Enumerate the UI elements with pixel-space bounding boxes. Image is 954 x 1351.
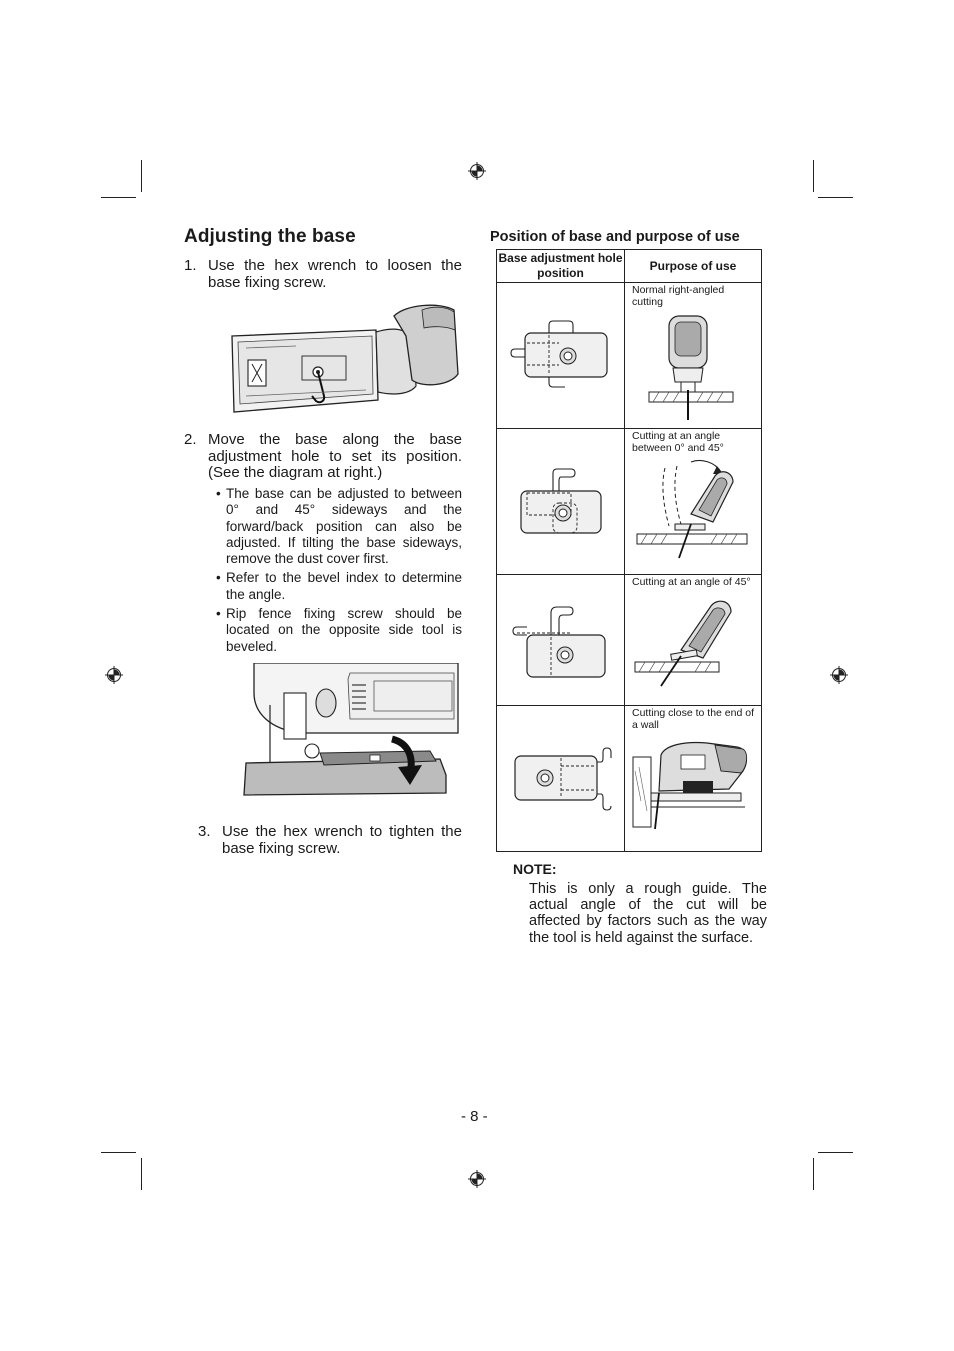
step-text: Use the hex wrench to tighten the base fixing screw. — [222, 823, 462, 857]
purpose-text: Cutting at an angle between 0° and 45° — [632, 430, 724, 454]
column-header: Base adjustment hole position — [497, 250, 625, 283]
purpose-cell — [625, 575, 762, 706]
purpose-text: Normal right-angled cutting — [632, 284, 725, 308]
step-number: 1. — [184, 257, 197, 274]
purpose-text: Cutting close to the end of a wall — [632, 707, 754, 731]
section-title: Adjusting the base — [184, 226, 356, 247]
step-text: Move the base along the base adjustment hole to set its position. (See the diagram at right.) — [208, 431, 462, 481]
list-item: • The base can be adjusted to between 0° and 45° sideways and the forward/back position can also be adjusted. If tilting the base sideways, remove the dust cover first. — [216, 486, 462, 567]
figure-move-base — [240, 663, 460, 797]
registration-mark-icon — [105, 666, 123, 684]
cutting-illustration — [625, 308, 761, 426]
list-item: • Refer to the bevel index to determine the angle. — [216, 570, 462, 603]
list-item: • Rip fence fixing screw should be located on the opposite side tool is beveled. — [216, 606, 462, 655]
hole-position-cell — [497, 283, 625, 429]
purpose-cell — [625, 429, 762, 575]
purpose-cell — [625, 706, 762, 852]
cutting-illustration — [625, 454, 761, 572]
registration-mark-icon — [468, 162, 486, 180]
base-plate-diagram — [497, 429, 624, 574]
step-2 — [184, 431, 462, 482]
step-1 — [184, 257, 462, 291]
hole-position-cell — [497, 706, 625, 852]
registration-mark-icon — [468, 1170, 486, 1188]
table-header-row — [497, 250, 762, 283]
step-number: 2. — [184, 431, 197, 448]
base-plate-diagram — [497, 283, 624, 428]
step-number: 3. — [198, 823, 211, 840]
purpose-cell — [625, 283, 762, 429]
column-header: Purpose of use — [625, 250, 762, 283]
cutting-illustration — [625, 588, 761, 692]
bullet-list — [216, 486, 462, 658]
hole-position-cell — [497, 429, 625, 575]
note-text: This is only a rough guide. The actual angle of the cut will be affected by factors such as the way the tool is held against the surface. — [529, 881, 767, 946]
cutting-illustration — [625, 731, 761, 849]
note-heading: NOTE: — [513, 861, 557, 877]
hole-position-cell — [497, 575, 625, 706]
step-text: Use the hex wrench to loosen the base fixing screw. — [208, 257, 462, 291]
step-3 — [198, 823, 462, 857]
base-plate-diagram — [497, 706, 624, 851]
position-table — [496, 249, 762, 852]
table-title: Position of base and purpose of use — [490, 229, 740, 245]
table-row — [497, 706, 762, 852]
registration-mark-icon — [830, 666, 848, 684]
base-plate-diagram — [497, 575, 624, 705]
table-row — [497, 429, 762, 575]
page-number: - 8 - — [461, 1108, 488, 1125]
purpose-text: Cutting at an angle of 45° — [632, 576, 751, 588]
table-row — [497, 283, 762, 429]
table-row — [497, 575, 762, 706]
figure-loosen-screw — [226, 300, 460, 414]
